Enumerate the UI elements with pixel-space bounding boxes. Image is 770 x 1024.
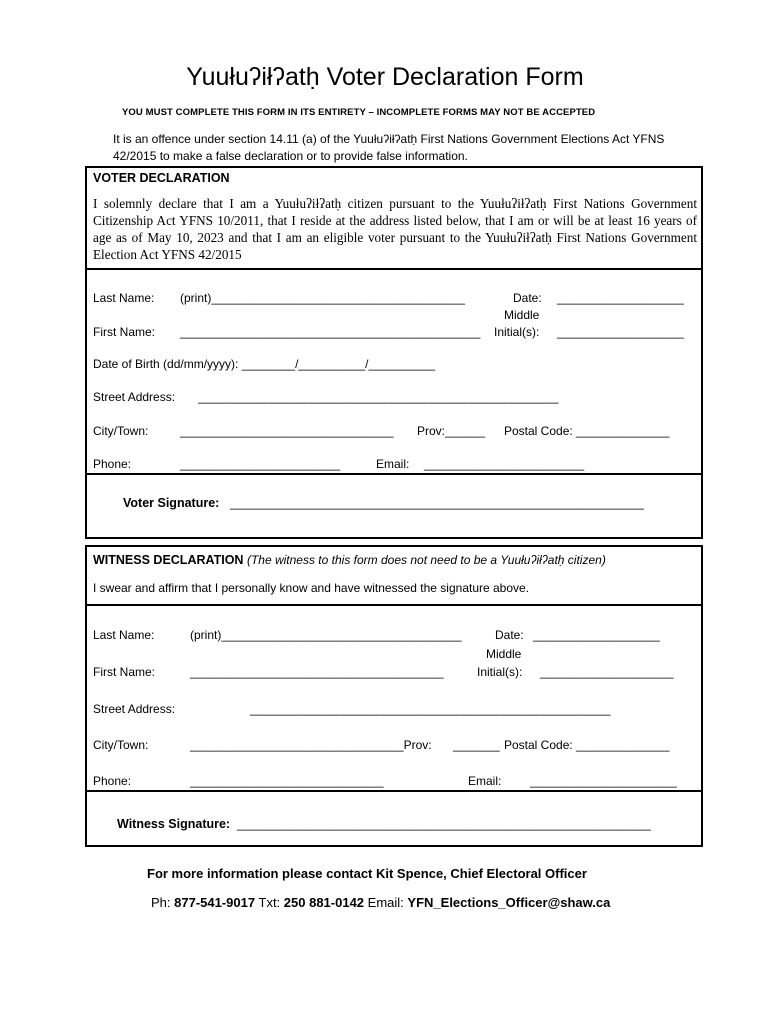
footer-txt-value: 250 881-0142	[283, 895, 365, 910]
footer-ph-label: Ph:	[151, 895, 171, 910]
witness-street-label: Street Address:	[93, 702, 176, 716]
voter-email-label: Email:	[376, 457, 410, 471]
witness-email-label: Email:	[468, 774, 502, 788]
voter-postal-input[interactable]: Postal Code: ______________	[504, 424, 670, 438]
voter-last-name-input[interactable]: (print)______________________________________	[180, 291, 465, 305]
footer-contact-line	[151, 895, 610, 910]
witness-statement: I swear and affirm that I personally know and have witnessed the signature above.	[93, 581, 530, 595]
witness-street-input[interactable]: ______________________________________________________	[250, 702, 611, 716]
witness-prov-input[interactable]: _______	[453, 738, 500, 752]
witness-city-label: City/Town:	[93, 738, 149, 752]
voter-statement: I solemnly declare that I am a Yuułuʔiłʔatḥ citizen pursuant to the Yuułuʔiłʔatḥ First Nations Government Citizenship Act YFNS 10/2011, that I reside at the address listed below, that I am or will be at least 16 years of age as of May 10, 2023 and that I am an eligible voter pursuant to the Yuułuʔiłʔatḥ First Nations Government Election Act YFNS 42/2015	[93, 196, 697, 262]
witness-email-input[interactable]: ______________________	[530, 774, 677, 788]
witness-last-name-label: Last Name:	[93, 628, 155, 642]
voter-city-label: City/Town:	[93, 424, 149, 438]
voter-signature-input[interactable]: ______________________________________________________________	[230, 496, 644, 510]
voter-initials-label: Initial(s):	[494, 325, 540, 339]
witness-heading: WITNESS DECLARATION	[93, 553, 244, 567]
notice-text: YOU MUST COMPLETE THIS FORM IN ITS ENTIRETY – INCOMPLETE FORMS MAY NOT BE ACCEPTED	[122, 107, 596, 118]
witness-heading-note: (The witness to this form does not need to be a Yuułuʔiłʔatḥ citizen)	[246, 553, 606, 567]
voter-signature-label: Voter Signature:	[123, 496, 220, 510]
witness-signature-input[interactable]: ______________________________________________________________	[237, 817, 651, 831]
voter-heading: VOTER DECLARATION	[93, 171, 230, 185]
voter-dob-field[interactable]: Date of Birth (dd/mm/yyyy): ________/__________/__________	[93, 357, 436, 371]
offence-text: It is an offence under section 14.11 (a) of the Yuułuʔiłʔatḥ First Nations Government Elections Act YFNS 42/2015 to make a false declaration or to provide false information.	[113, 132, 665, 163]
witness-date-label: Date:	[495, 628, 524, 642]
voter-middle-label: Middle	[504, 308, 540, 322]
voter-initials-input[interactable]: ___________________	[557, 325, 684, 339]
witness-first-name-label: First Name:	[93, 665, 156, 679]
witness-initials-label: Initial(s):	[477, 665, 523, 679]
witness-phone-label: Phone:	[93, 774, 132, 788]
voter-divider-1	[85, 268, 703, 270]
voter-phone-input[interactable]: ________________________	[180, 457, 341, 471]
witness-middle-label: Middle	[486, 647, 522, 661]
witness-date-input[interactable]: ___________________	[533, 628, 660, 642]
notice-line	[122, 107, 595, 118]
voter-date-input[interactable]: ___________________	[557, 291, 684, 305]
voter-date-label: Date:	[513, 291, 542, 305]
witness-last-name-input[interactable]: (print)____________________________________	[190, 628, 462, 642]
witness-divider-1	[85, 604, 703, 606]
footer-txt-label: Txt:	[258, 895, 281, 910]
voter-phone-label: Phone:	[93, 457, 132, 471]
footer-contact: For more information please contact Kit Spence, Chief Electoral Officer	[147, 866, 587, 881]
footer-email-value[interactable]: YFN_Elections_Officer@shaw.ca	[407, 895, 611, 910]
voter-street-input[interactable]: ______________________________________________________	[198, 390, 559, 404]
voter-prov-input[interactable]: Prov:______	[417, 424, 486, 438]
page-title: Yuułuʔiłʔatḥ Voter Declaration Form	[186, 63, 584, 91]
voter-street-label: Street Address:	[93, 390, 176, 404]
voter-first-name-label: First Name:	[93, 325, 156, 339]
witness-initials-input[interactable]: ____________________	[540, 665, 674, 679]
witness-city-input[interactable]: ________________________________Prov:	[190, 738, 432, 752]
witness-heading-line	[93, 553, 606, 567]
voter-first-name-input[interactable]: _____________________________________________	[180, 325, 481, 339]
footer-email-label: Email:	[367, 895, 404, 910]
witness-signature-label: Witness Signature:	[117, 817, 231, 831]
witness-postal-input[interactable]: Postal Code: ______________	[504, 738, 670, 752]
witness-divider-2	[85, 790, 703, 792]
voter-city-input[interactable]: ________________________________	[180, 424, 394, 438]
voter-email-input[interactable]: ________________________	[424, 457, 585, 471]
voter-last-name-label: Last Name:	[93, 291, 155, 305]
witness-phone-input[interactable]: _____________________________	[190, 774, 384, 788]
voter-divider-2	[85, 473, 703, 475]
witness-first-name-input[interactable]: ______________________________________	[190, 665, 444, 679]
footer-ph-value: 877-541-9017	[174, 895, 256, 910]
